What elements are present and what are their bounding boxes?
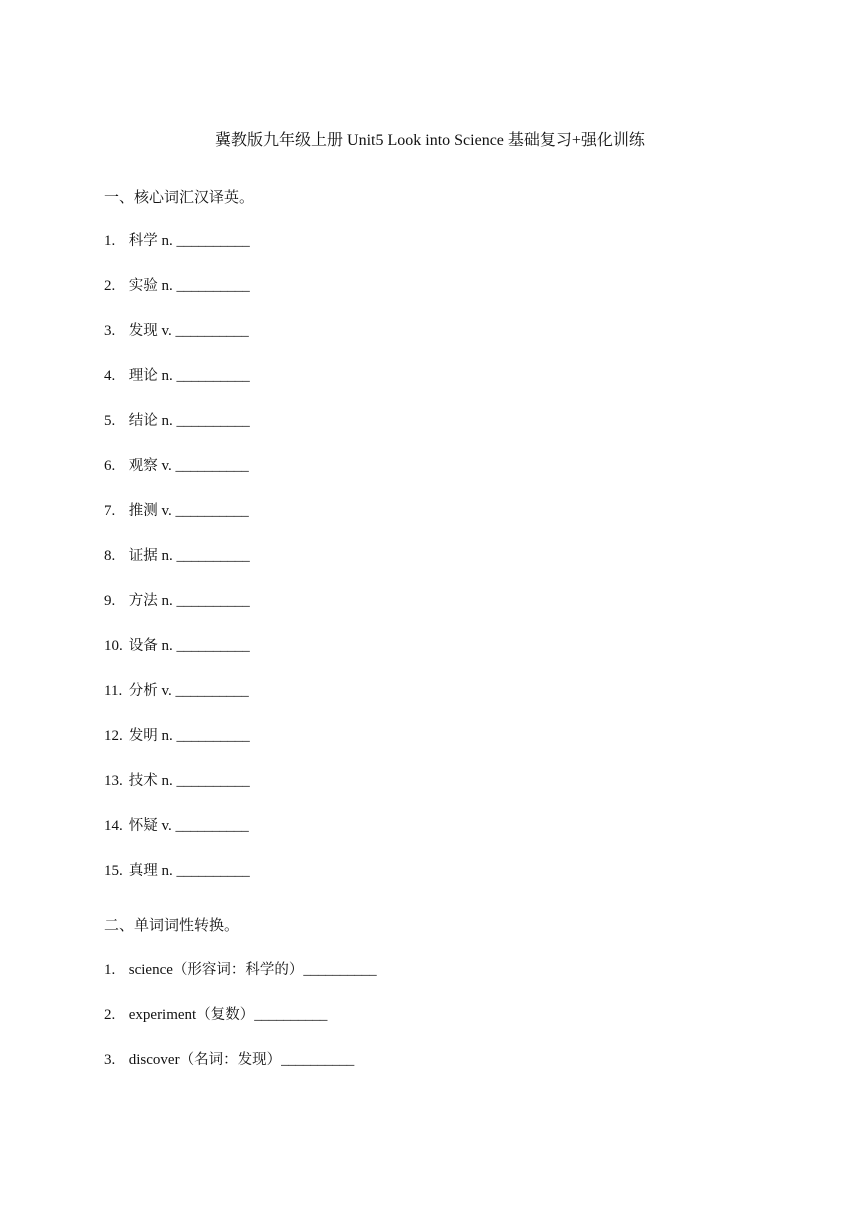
part-of-speech: v. — [161, 323, 172, 339]
answer-blank[interactable]: __________ — [175, 323, 249, 339]
answer-blank[interactable]: __________ — [175, 683, 249, 699]
chinese-term: 发明 — [128, 728, 158, 744]
item-number: 12. — [104, 728, 123, 744]
answer-blank[interactable]: __________ — [175, 818, 249, 834]
part-of-speech: n. — [161, 773, 173, 789]
part-of-speech: n. — [161, 593, 173, 609]
chinese-term: 发现 — [128, 323, 158, 339]
chinese-term: 方法 — [128, 593, 158, 609]
chinese-term: 怀疑 — [128, 818, 158, 834]
item-number: 1. — [104, 233, 116, 249]
chinese-term: 实验 — [128, 278, 158, 294]
answer-blank[interactable]: __________ — [176, 413, 250, 429]
vocab-item-9 — [104, 590, 250, 612]
part-of-speech: v. — [161, 503, 172, 519]
answer-blank[interactable]: __________ — [176, 593, 250, 609]
answer-blank[interactable]: __________ — [254, 1007, 328, 1023]
vocab-item-1 — [104, 230, 250, 252]
vocab-item-2 — [104, 275, 250, 297]
conversion-hint: （形容词：科学的） — [172, 962, 304, 978]
english-word: experiment — [128, 1007, 197, 1023]
item-number: 3. — [104, 1052, 116, 1068]
part-of-speech: n. — [161, 368, 173, 384]
vocab-item-4 — [104, 365, 250, 387]
item-number: 11. — [104, 683, 123, 699]
part-of-speech: n. — [161, 728, 173, 744]
vocab-item-12 — [104, 725, 250, 747]
item-number: 2. — [104, 278, 116, 294]
chinese-term: 理论 — [128, 368, 158, 384]
conversion-hint: （名词：发现） — [179, 1052, 282, 1068]
vocab-item-13 — [104, 770, 250, 792]
item-number: 14. — [104, 818, 123, 834]
answer-blank[interactable]: __________ — [281, 1052, 355, 1068]
part-of-speech: v. — [161, 818, 172, 834]
chinese-term: 科学 — [128, 233, 158, 249]
item-number: 9. — [104, 593, 116, 609]
chinese-term: 结论 — [128, 413, 158, 429]
part-of-speech: n. — [161, 413, 173, 429]
vocab-item-15 — [104, 860, 250, 882]
answer-blank[interactable]: __________ — [175, 458, 249, 474]
item-number: 1. — [104, 962, 116, 978]
vocab-item-14 — [104, 815, 249, 837]
chinese-term: 证据 — [128, 548, 158, 564]
answer-blank[interactable]: __________ — [176, 233, 250, 249]
chinese-term: 真理 — [128, 863, 158, 879]
answer-blank[interactable]: __________ — [176, 863, 250, 879]
chinese-term: 技术 — [128, 773, 158, 789]
vocab-item-3 — [104, 320, 249, 342]
item-number: 2. — [104, 1007, 116, 1023]
answer-blank[interactable]: __________ — [175, 503, 249, 519]
answer-blank[interactable]: __________ — [176, 728, 250, 744]
vocab-item-8 — [104, 545, 250, 567]
part-of-speech: v. — [161, 683, 172, 699]
chinese-term: 分析 — [128, 683, 158, 699]
item-number: 3. — [104, 323, 116, 339]
english-word: discover — [128, 1052, 180, 1068]
item-number: 15. — [104, 863, 123, 879]
section-1-heading: 一、核心词汇汉译英。 — [104, 188, 255, 206]
document-title: 冀教版九年级上册 Unit5 Look into Science 基础复习+强化训练 — [215, 132, 645, 149]
item-number: 13. — [104, 773, 123, 789]
chinese-term: 设备 — [128, 638, 158, 654]
conversion-item-1 — [104, 959, 376, 981]
item-number: 10. — [104, 638, 123, 654]
answer-blank[interactable]: __________ — [176, 773, 250, 789]
answer-blank[interactable]: __________ — [176, 368, 250, 384]
conversion-item-2 — [104, 1004, 327, 1026]
vocab-item-6 — [104, 455, 249, 477]
section-2-heading: 二、单词词性转换。 — [104, 916, 240, 934]
vocab-item-11 — [104, 680, 249, 702]
conversion-hint: （复数） — [196, 1007, 255, 1023]
part-of-speech: v. — [161, 458, 172, 474]
chinese-term: 推测 — [128, 503, 158, 519]
item-number: 8. — [104, 548, 116, 564]
answer-blank[interactable]: __________ — [176, 548, 250, 564]
vocab-item-5 — [104, 410, 250, 432]
answer-blank[interactable]: __________ — [176, 278, 250, 294]
vocab-item-10 — [104, 635, 250, 657]
item-number: 7. — [104, 503, 116, 519]
answer-blank[interactable]: __________ — [176, 638, 250, 654]
conversion-item-3 — [104, 1049, 354, 1071]
part-of-speech: n. — [161, 863, 173, 879]
item-number: 6. — [104, 458, 116, 474]
part-of-speech: n. — [161, 638, 173, 654]
part-of-speech: n. — [161, 233, 173, 249]
chinese-term: 观察 — [128, 458, 158, 474]
item-number: 4. — [104, 368, 116, 384]
item-number: 5. — [104, 413, 116, 429]
english-word: science — [128, 962, 173, 978]
part-of-speech: n. — [161, 548, 173, 564]
answer-blank[interactable]: __________ — [303, 962, 377, 978]
part-of-speech: n. — [161, 278, 173, 294]
vocab-item-7 — [104, 500, 249, 522]
